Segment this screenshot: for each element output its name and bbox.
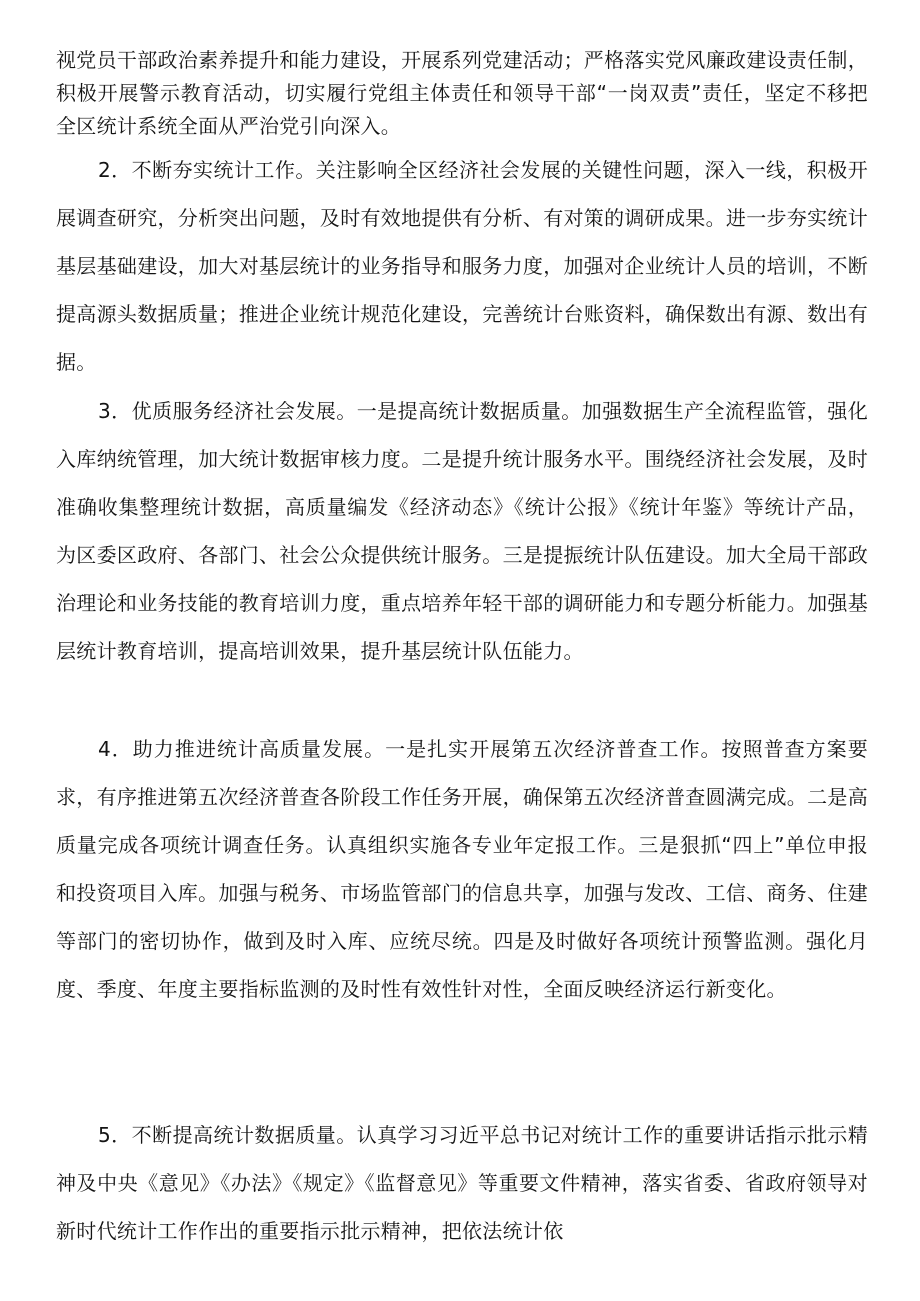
paragraph-1-text: 视党员干部政治素养提升和能力建设，开展系列党建活动；严格落实党风廉政建设责任制，积极开展警示教育活动，切实履行党组主体责任和领导干部“一岗双责”责任，坚定不移把全区统计系统全面从严治党引向深入。 — [56, 48, 868, 138]
paragraph-3 — [56, 387, 868, 675]
paragraph-4 — [56, 725, 868, 1013]
paragraph-3-text — [56, 387, 868, 675]
paragraph-2-text — [56, 146, 868, 386]
paragraph-2 — [56, 146, 868, 386]
paragraph-3-body: 优质服务经济社会发展。一是提高统计数据质量。加强数据生产全流程监管，强化入库纳统管理，加大统计数据审核力度。二是提升统计服务水平。围绕经济社会发展，及时准确收集整理统计数据，高质量编发《经济动态》《统计公报》《统计年鉴》等统计产品，为区委区政府、各部门、社会公众提供统计服务。三是提振统计队伍建设。加大全局干部政治理论和业务技能的教育培训力度，重点培养年轻干部的调研能力和专题分析能力。加强基层统计教育培训，提高培训效果，提升基层统计队伍能力。 — [56, 399, 868, 663]
paragraph-5-body: 不断提高统计数据质量。认真学习习近平总书记对统计工作的重要讲话指示批示精神及中央《意见》《办法》《规定》《监督意见》等重要文件精神，落实省委、省政府领导对新时代统计工作作出的重要指示批示精神，把依法统计依 — [56, 1123, 868, 1243]
paragraph-4-text — [56, 725, 868, 1013]
paragraph-4-number: 4． — [98, 737, 133, 761]
paragraph-5 — [56, 1111, 868, 1255]
paragraph-2-body: 不断夯实统计工作。关注影响全区经济社会发展的关键性问题，深入一线，积极开展调查研究，分析突出问题，及时有效地提供有分析、有对策的调研成果。进一步夯实统计基层基础建设，加大对基层统计的业务指导和服务力度，加强对企业统计人员的培训，不断提高源头数据质量；推进企业统计规范化建设，完善统计台账资料，确保数出有源、数出有据。 — [56, 158, 868, 374]
paragraph-1 — [56, 44, 868, 143]
paragraph-4-body: 助力推进统计高质量发展。一是扎实开展第五次经济普查工作。按照普查方案要求，有序推进第五次经济普查各阶段工作任务开展，确保第五次经济普查圆满完成。二是高质量完成各项统计调查任务。认真组织实施各专业年定报工作。三是狠抓“四上”单位申报和投资项目入库。加强与税务、市场监管部门的信息共享，加强与发改、工信、商务、住建等部门的密切协作，做到及时入库、应统尽统。四是及时做好各项统计预警监测。强化月度、季度、年度主要指标监测的及时性有效性针对性，全面反映经济运行新变化。 — [56, 737, 868, 1001]
paragraph-3-number: 3． — [98, 399, 132, 423]
paragraph-5-number: 5． — [98, 1123, 132, 1147]
paragraph-2-number: 2． — [98, 158, 132, 182]
paragraph-5-text — [56, 1111, 868, 1255]
